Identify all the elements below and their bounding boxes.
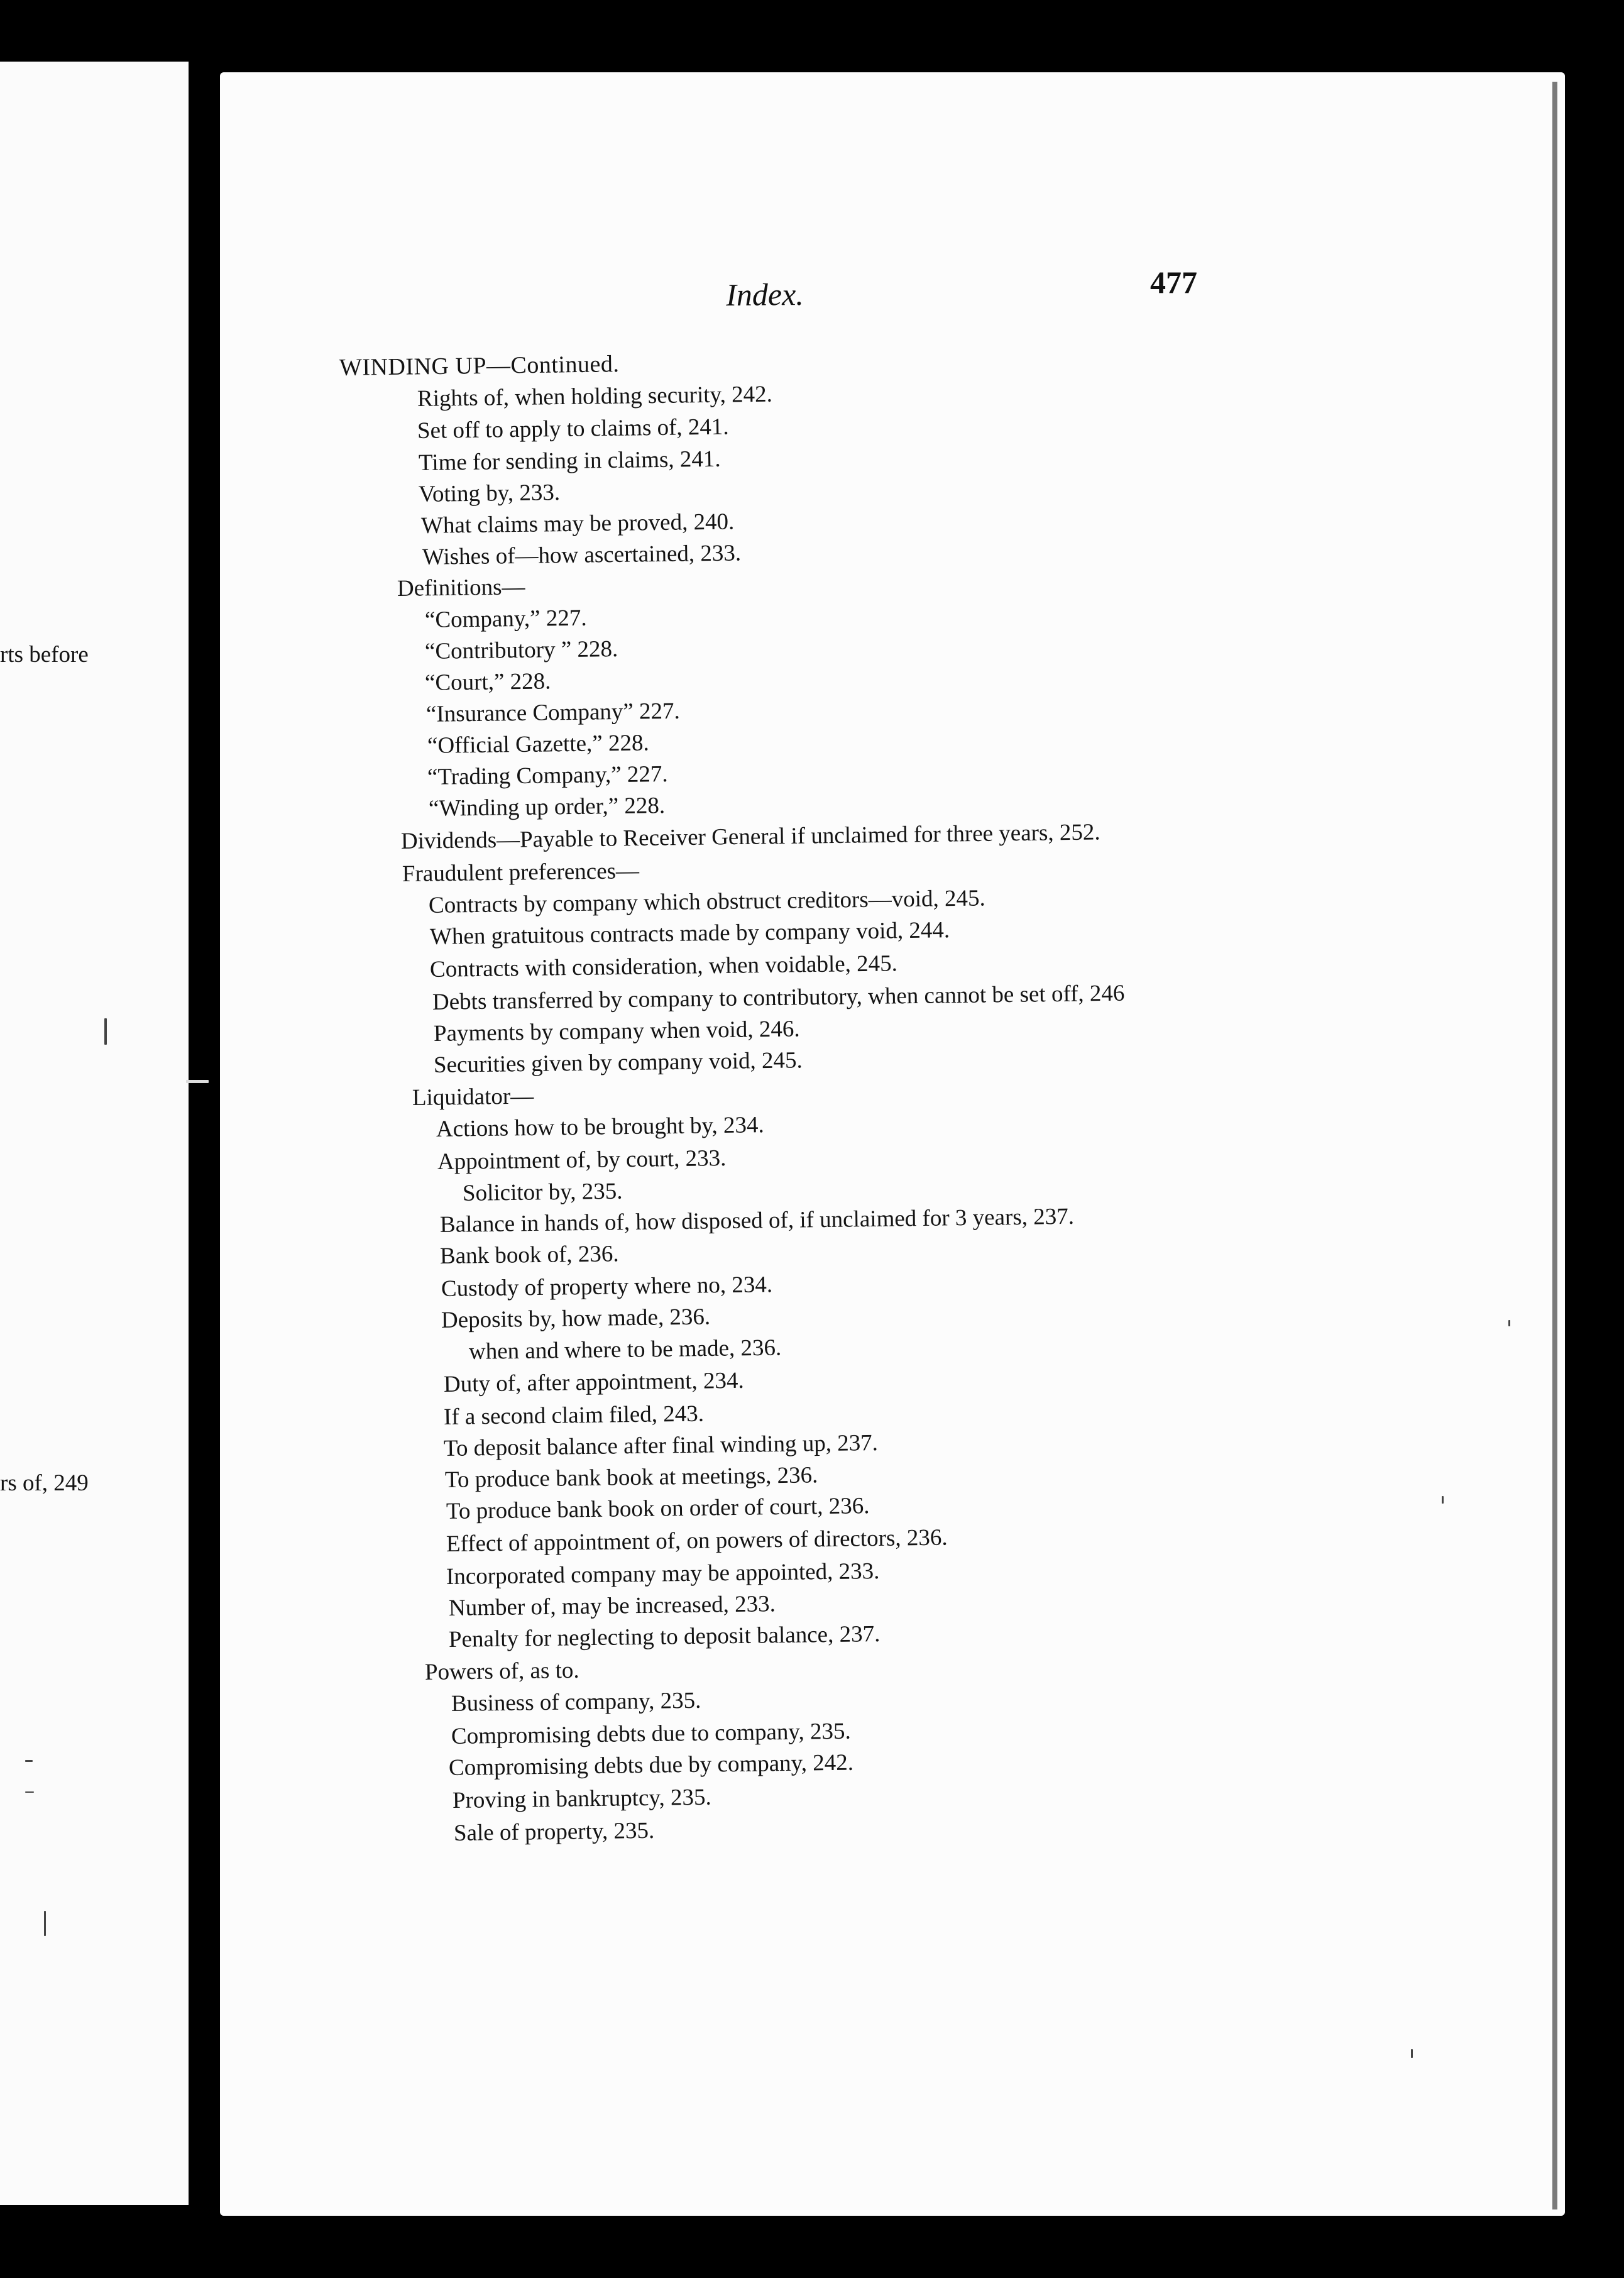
- index-entry: Time for sending in claims, 241.: [418, 446, 721, 476]
- scan-mark: [1442, 1496, 1444, 1504]
- index-heading: WINDING UP—Continued.: [339, 351, 620, 381]
- index-entry: Sale of property, 235.: [453, 1817, 655, 1846]
- index-entry: Appointment of, by court, 233.: [437, 1145, 727, 1175]
- scan-mark: [25, 1760, 33, 1762]
- scan-mark: [104, 1018, 107, 1045]
- index-entry: Proving in bankruptcy, 235.: [452, 1784, 711, 1813]
- scan-mark: [25, 1791, 34, 1793]
- index-subheading: Fraudulent preferences—: [402, 858, 640, 887]
- index-entry: Number of, may be increased, 233.: [448, 1591, 776, 1621]
- index-entry: when and where to be made, 236.: [468, 1334, 782, 1365]
- facing-page-line: rts before: [0, 642, 89, 668]
- index-entry: Duty of, after appointment, 234.: [443, 1367, 745, 1397]
- index-subheading: Powers of, as to.: [424, 1657, 579, 1685]
- index-entry: Securities given by company void, 245.: [433, 1047, 803, 1078]
- index-entry: “Court,” 228.: [424, 668, 551, 696]
- index-entry: “Trading Company,” 227.: [427, 761, 668, 790]
- page-number: 477: [1150, 265, 1197, 300]
- index-entry: “Insurance Company” 227.: [425, 698, 681, 727]
- index-subheading: Liquidator—: [412, 1083, 534, 1111]
- index-entry: Incorporated company may be appointed, 233.: [446, 1558, 880, 1590]
- index-entry: Custody of property where no, 234.: [441, 1272, 773, 1302]
- scan-mark: [44, 1911, 46, 1936]
- scan-mark: [1411, 2049, 1413, 2058]
- index-entry: Payments by company when void, 246.: [433, 1016, 800, 1047]
- page-edge: [1552, 82, 1557, 2209]
- index-entry: What claims may be proved, 240.: [420, 509, 735, 539]
- index-entry: Compromising debts due to company, 235.: [451, 1718, 852, 1749]
- index-entry: Wishes of—how ascertained, 233.: [422, 540, 742, 570]
- index-entry: “Contributory ” 228.: [424, 636, 618, 664]
- index-entry: Rights of, when holding security, 242.: [417, 381, 773, 412]
- index-entry: If a second claim filed, 243.: [443, 1400, 705, 1430]
- index-entry: Voting by, 233.: [418, 480, 561, 507]
- index-entry: To produce bank book at meetings, 236.: [444, 1462, 818, 1493]
- index-entry: To deposit balance after final winding up, 237.: [443, 1429, 879, 1461]
- index-entry: “Official Gazette,” 228.: [427, 730, 649, 759]
- index-entry: Actions how to be brought by, 234.: [436, 1112, 764, 1142]
- index-entry: Deposits by, how made, 236.: [441, 1304, 711, 1333]
- index-entry: Balance in hands of, how disposed of, if unclaimed for 3 years, 237.: [439, 1203, 1075, 1238]
- index-entry: Effect of appointment of, on powers of directors, 236.: [446, 1524, 948, 1557]
- index-entry: Debts transferred by company to contributory, when cannot be set off, 246: [432, 980, 1125, 1015]
- index-entry: Contracts by company which obstruct creditors—void, 245.: [428, 885, 985, 918]
- index-entry: To produce bank book on order of court, 236.: [446, 1493, 870, 1524]
- index-entry: Bank book of, 236.: [439, 1241, 619, 1269]
- facing-page-line: rs of, 249: [0, 1470, 89, 1496]
- index-entry: Solicitor by, 235.: [462, 1178, 623, 1206]
- index-entry: “Winding up order,” 228.: [428, 793, 666, 822]
- running-head: Index.: [726, 276, 804, 312]
- index-subheading: Dividends—Payable to Receiver General if unclaimed for three years, 252.: [400, 819, 1100, 854]
- index-entry: “Company,” 227.: [424, 605, 587, 633]
- index-subheading: Definitions—: [397, 574, 525, 602]
- index-entry: Contracts with consideration, when voidable, 245.: [429, 950, 898, 982]
- index-entry: Compromising debts due by company, 242.: [448, 1749, 854, 1781]
- index-entry: Penalty for neglecting to deposit balance, 237.: [448, 1621, 881, 1653]
- scan-mark: [186, 1080, 209, 1083]
- facing-page: [0, 62, 189, 2205]
- scan-mark: [1508, 1320, 1510, 1326]
- index-entry: Business of company, 235.: [451, 1687, 701, 1717]
- index-entry: Set off to apply to claims of, 241.: [417, 414, 729, 444]
- index-entry: When gratuitous contracts made by company void, 244.: [429, 917, 950, 950]
